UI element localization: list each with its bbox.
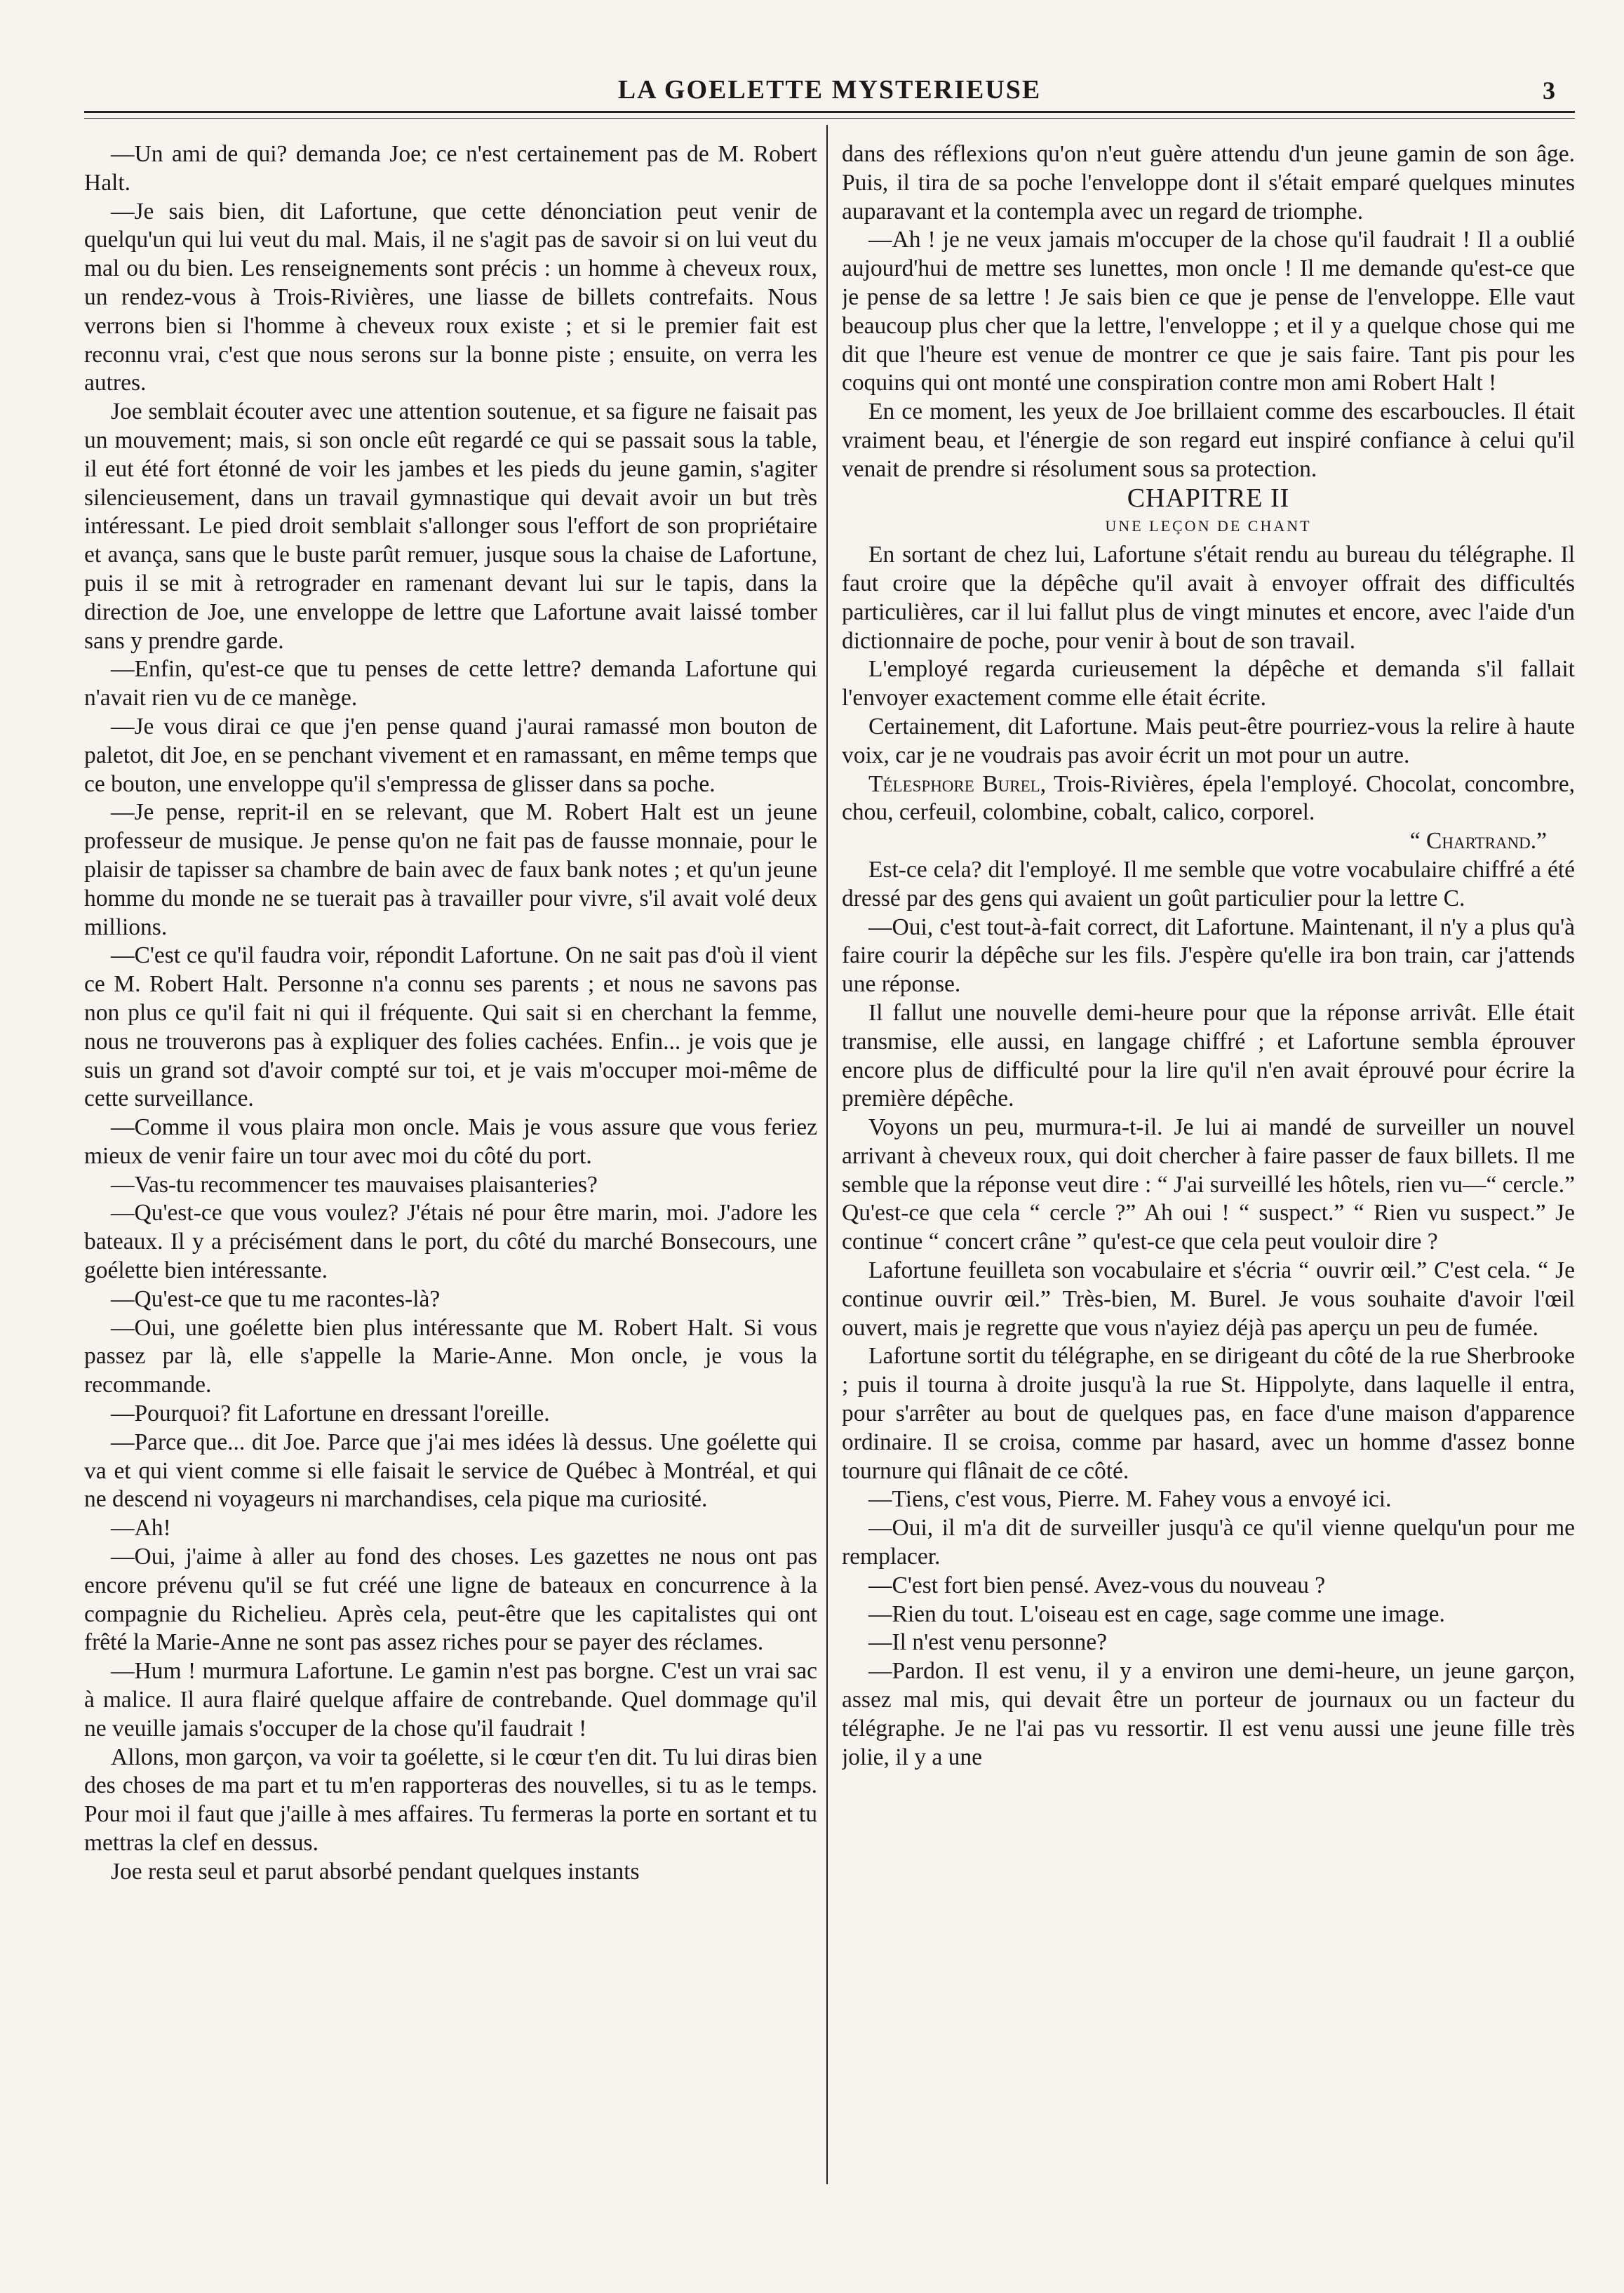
page-header (84, 70, 1575, 112)
paragraph: —Pourquoi? fit Lafortune en dressant l'oreille. (111, 1400, 550, 1427)
paragraph: —Tiens, c'est vous, Pierre. M. Fahey vous a envoyé ici. (868, 1486, 1392, 1513)
paragraph: —Oui, une goélette bien plus intéressante que M. Robert Halt. Si vous passez par là, elle s'appelle la Marie-Anne. Mon oncle, je vous la recommande. (84, 1314, 817, 1398)
header-rule-thin (84, 118, 1575, 119)
paragraph: —Je vous dirai ce que j'en pense quand j'aurai ramassé mon bouton de paletot, dit Joe, en se penchant vivement et en ramassant, en même temps que ce bouton, une enveloppe qu'il s'empressa de glisser dans sa poche. (84, 713, 817, 797)
header-rule-thick (84, 111, 1575, 113)
paragraph: —Comme il vous plaira mon oncle. Mais je vous assure que vous feriez mieux de venir faire un tour avec moi du côté du port. (84, 1114, 817, 1169)
telegram-paragraph (842, 770, 1575, 828)
paragraph: Allons, mon garçon, va voir ta goélette, si le cœur t'en dit. Tu lui diras bien des choses de ma part et tu m'en rapporteras des nouvelles, si tu as le temps. Pour moi il faut que j'aille à mes affaires. Tu fermeras la porte en sortant et tu mettras la clef en dessus. (84, 1744, 817, 1857)
page-title: LA GOELETTE MYSTERIEUSE (617, 75, 1042, 105)
paragraph: —Je pense, reprit-il en se relevant, que M. Robert Halt est un jeune professeur de musique. Je pense qu'on ne fait pas de fausse monnaie, pour le plaisir de tapisser sa chambre de bain avec de faux bank notes ; et qu'un jeune homme du monde ne se tuerait pas à travailler pour vivre, s'il avait volé deux millions. (84, 799, 817, 940)
paragraph: dans des réflexions qu'on n'eut guère attendu d'un jeune gamin de son âge. Puis, il tira de sa poche l'enveloppe dont il s'était emparé quelques minutes auparavant et la contempla avec un regard de triomphe. (842, 141, 1575, 225)
chapter-subtitle: UNE LEÇON DE CHANT (1105, 517, 1312, 535)
left-column (84, 140, 817, 2196)
paragraph: —Oui, c'est tout-à-fait correct, dit Lafortune. Maintenant, il n'y a plus qu'à faire courir la dépêche sur les fils. J'espère qu'elle ira bon train, car j'attends une réponse. (842, 914, 1575, 998)
paragraph: —Vas-tu recommencer tes mauvaises plaisanteries? (111, 1171, 598, 1198)
paragraph: —C'est fort bien pensé. Avez-vous du nouveau ? (868, 1572, 1326, 1598)
paragraph: —Oui, il m'a dit de surveiller jusqu'à ce qu'il vienne quelqu'un pour me remplacer. (842, 1515, 1575, 1570)
paragraph: —Ah! (111, 1515, 171, 1542)
paragraph: Lafortune sortit du télégraphe, en se dirigeant du côté de la rue Sherbrooke ; puis il tourna à droite jusqu'à la rue St. Hippolyte, dans laquelle il entra, pour s'arrêter au bout de quelques pas, en face d'une maison d'apparence ordinaire. Il se croisa, comme par hasard, avec un homme d'assez bonne tournure qui flânait de ce côté. (842, 1343, 1575, 1484)
paragraph: Il fallut une nouvelle demi-heure pour que la réponse arrivât. Elle était transmise, elle aussi, en langage chiffré ; et Lafortune sembla éprouver encore plus de difficulté pour la lire qu'il n'en avait éprouvé pour écrire la première dépêche. (842, 999, 1575, 1112)
right-column (842, 140, 1575, 2196)
paragraph: —Je sais bien, dit Lafortune, que cette dénonciation peut venir de quelqu'un qui lui veut du mal. Mais, il ne s'agit pas de savoir si on lui veut du mal ou du bien. Les renseignements sont précis : un homme à cheveux roux, un rendez-vous à Trois-Rivières, une liasse de billets contrefaits. Nous verrons bien si l'homme à cheveux roux existe ; et si le premier fait est reconnu vrai, c'est que nous serons sur la bonne piste ; ensuite, on verra les autres. (84, 198, 817, 396)
paragraph: L'employé regarda curieusement la dépêche et demanda s'il fallait l'envoyer exactement comme elle était écrite. (842, 656, 1575, 711)
paragraph: —Un ami de qui? demanda Joe; ce n'est certainement pas de M. Robert Halt. (84, 141, 817, 196)
paragraph: Certainement, dit Lafortune. Mais peut-être pourriez-vous la relire à haute voix, car je ne voudrais pas avoir écrit un mot pour un autre. (842, 713, 1575, 768)
telegram-text: , Trois-Rivières, épela l'employé. Chocolat, concombre, chou, cerfeuil, colombine, cobalt, calico, corporel. (842, 770, 1575, 826)
paragraph: —Parce que... dit Joe. Parce que j'ai mes idées là dessus. Une goélette qui va et qui vient comme si elle faisait le service de Québec à Montréal, et qui ne descend ni voyageurs ni marchandises, cela pique ma curiosité. (84, 1429, 817, 1513)
paragraph: —C'est ce qu'il faudra voir, répondit Lafortune. On ne sait pas d'où il vient ce M. Robert Halt. Personne n'a connu ses parents ; et nous ne savons pas non plus ce qu'il fait ni qui il fréquente. Qui sait si en cherchant la femme, nous ne trouverons pas à expliquer des folies cachées. Enfin... je vois que je suis un grand sot d'avoir compté sur toi, et je vais m'occuper moi-même de cette surveillance. (84, 942, 817, 1112)
chapter-title: CHAPITRE II (1127, 483, 1290, 513)
paragraph: Lafortune feuilleta son vocabulaire et s'écria “ ouvrir œil.” C'est cela. “ Je continue ouvrir œil.” Très-bien, M. Burel. Je vous souhaite d'avoir l'œil ouvert, mais je regrette que vous n'ayiez déjà pas aperçu un peu de fumée. (842, 1257, 1575, 1341)
page-number: 3 (1543, 76, 1555, 105)
paragraph: —Hum ! murmura Lafortune. Le gamin n'est pas borgne. C'est un vrai sac à malice. Il aura flairé quelque affaire de contrebande. Quel dommage qu'il ne veuille jamais s'occuper de la chose qu'il faudrait ! (84, 1658, 817, 1742)
paragraph: —Pardon. Il est venu, il y a environ une demi-heure, un jeune garçon, assez mal mis, qui devait être un porteur de journaux ou un facteur du télégraphe. Je ne l'ai pas vu ressortir. Il est venu aussi une jeune fille très jolie, il y a une (842, 1658, 1575, 1770)
telegram-recipient: Télesphore Burel (868, 770, 1040, 797)
paragraph: —Qu'est-ce que vous voulez? J'étais né pour être marin, moi. J'adore les bateaux. Il y a précisément dans le port, du côté du marché Bonsecours, une goélette bien intéressante. (84, 1200, 817, 1284)
paragraph: —Il n'est venu personne? (868, 1629, 1108, 1656)
paragraph: —Qu'est-ce que tu me racontes-là? (111, 1285, 441, 1312)
column-divider (826, 125, 828, 2184)
paragraph: —Ah ! je ne veux jamais m'occuper de la chose qu'il faudrait ! Il a oublié aujourd'hui de mettre ses lunettes, mon oncle ! Il me demande qu'est-ce que je pense de sa lettre ! Je sais bien ce que je pense de l'enveloppe. Elle vaut beaucoup plus cher que la lettre, l'enveloppe ; et il y a quelque chose qui me dit que l'heure est venue de montrer ce que je sais faire. Tant pis pour les coquins qui ont monté une conspiration contre mon ami Robert Halt ! (842, 227, 1575, 396)
paragraph: Est-ce cela? dit l'employé. Il me semble que votre vocabulaire chiffré a été dressé par des gens qui avaient un goût particulier pour la lettre C. (842, 856, 1575, 911)
paragraph: —Enfin, qu'est-ce que tu penses de cette lettre? demanda Lafortune qui n'avait rien vu de ce manège. (84, 656, 817, 711)
paragraph: —Rien du tout. L'oiseau est en cage, sage comme une image. (868, 1600, 1445, 1627)
paragraph: —Oui, j'aime à aller au fond des choses. Les gazettes ne nous ont pas encore prévenu qu'il se fut créé une ligne de bateaux en concurrence à la compagnie du Richelieu. Après cela, peut-être que les capitalistes qui ont frêté la Marie-Anne ne sont pas assez riches pour se payer des réclames. (84, 1544, 817, 1656)
paragraph: Joe resta seul et parut absorbé pendant quelques instants (111, 1858, 640, 1885)
telegram-signature: “ Chartrand.” (1409, 828, 1547, 855)
paragraph: Voyons un peu, murmura-t-il. Je lui ai mandé de surveiller un nouvel arrivant à cheveux roux, qui doit chercher à faire passer de faux billets. Il me semble que la réponse veut dire : “ J'ai surveillé les hôtels, rien vu—“ cercle.” Qu'est-ce que cela “ cercle ?” Ah oui ! “ suspect.” “ Rien vu suspect.” Je continue “ concert crâne ” qu'est-ce que cela peut vouloir dire ? (842, 1114, 1575, 1255)
paragraph: Joe semblait écouter avec une attention soutenue, et sa figure ne faisait pas un mouvement; mais, si son oncle eût regardé ce qui se passait sous la table, il eut été fort étonné de voir les jambes et les pieds du jeune gamin, s'agiter silencieusement, dans un travail gymnastique qui devait avoir un but très intéressant. Le pied droit semblait s'allonger sous l'effort de son propriétaire et avança, sans que le buste parût remuer, jusque sous la chaise de Lafortune, puis il se mit à retrograder en ramenant devant lui sur le tapis, dans la direction de Joe, une enveloppe de lettre que Lafortune avait laissé tomber sans y prendre garde. (84, 399, 817, 654)
paragraph: En sortant de chez lui, Lafortune s'était rendu au bureau du télégraphe. Il faut croire que la dépêche qu'il avait à envoyer offrait des difficultés particulières, car il lui fallut plus de vingt minutes et encore, avec l'aide d'un dictionnaire de poche, pour venir à bout de son travail. (842, 542, 1575, 654)
paragraph: En ce moment, les yeux de Joe brillaient comme des escarboucles. Il était vraiment beau, et l'énergie de son regard eut inspiré confiance à celui qu'il venait de prendre si résolument sous sa protection. (842, 399, 1575, 482)
